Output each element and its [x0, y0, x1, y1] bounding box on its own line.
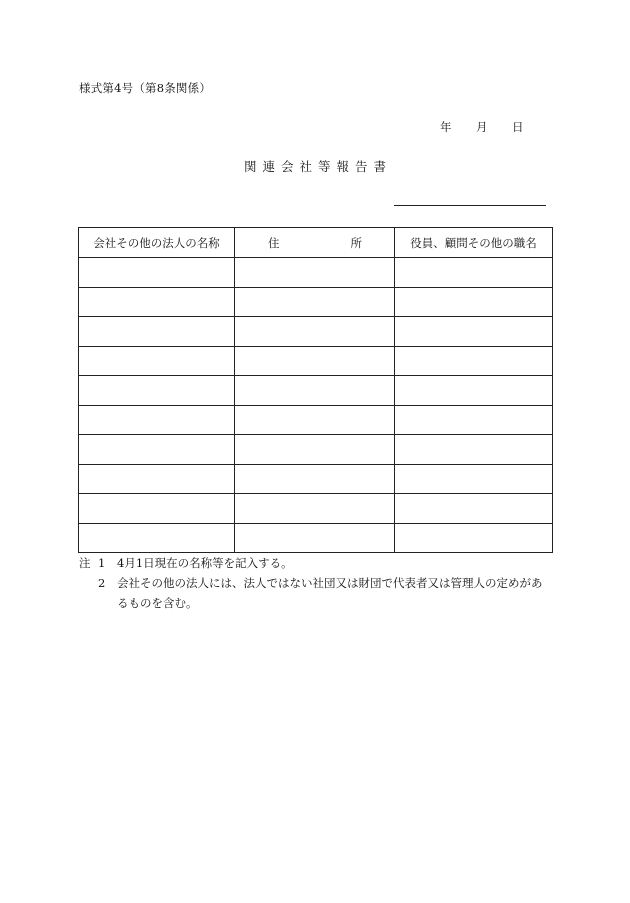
cell-officer-title[interactable] — [395, 258, 553, 288]
cell-company-name[interactable] — [79, 346, 235, 376]
related-companies-table — [78, 227, 553, 553]
signature-line — [394, 205, 546, 206]
header-officer-title: 役員、顧問その他の職名 — [395, 228, 553, 258]
cell-officer-title[interactable] — [395, 376, 553, 406]
note-text-continuation: るものを含む。 — [117, 596, 198, 610]
document-title: 関連会社等報告書 — [243, 159, 392, 174]
cell-officer-title[interactable] — [395, 494, 553, 524]
cell-address[interactable] — [235, 435, 395, 465]
cell-company-name[interactable] — [79, 258, 235, 288]
cell-officer-title[interactable] — [395, 317, 553, 347]
table-row — [79, 464, 553, 494]
cell-address[interactable] — [235, 287, 395, 317]
cell-address[interactable] — [235, 523, 395, 553]
cell-address[interactable] — [235, 405, 395, 435]
cell-address[interactable] — [235, 464, 395, 494]
cell-company-name[interactable] — [79, 405, 235, 435]
cell-company-name[interactable] — [79, 376, 235, 406]
note-item-1 — [79, 553, 559, 573]
header-address — [235, 228, 395, 258]
date-day-label: 日 — [512, 120, 524, 134]
note-number: 2 — [98, 576, 106, 590]
note-text: 4月1日現在の名称等を記入する。 — [117, 556, 293, 570]
note-item-2 — [79, 573, 559, 593]
cell-officer-title[interactable] — [395, 435, 553, 465]
table-row — [79, 405, 553, 435]
cell-address[interactable] — [235, 317, 395, 347]
form-number: 様式第4号（第8条関係） — [79, 81, 212, 95]
cell-address[interactable] — [235, 258, 395, 288]
header-company-name: 会社その他の法人の名称 — [79, 228, 235, 258]
cell-company-name[interactable] — [79, 523, 235, 553]
cell-address[interactable] — [235, 346, 395, 376]
cell-address[interactable] — [235, 494, 395, 524]
header-address-part-2: 所 — [350, 235, 362, 250]
table-row — [79, 258, 553, 288]
cell-company-name[interactable] — [79, 464, 235, 494]
header-address-part-1: 住 — [268, 235, 280, 250]
table-header-row — [79, 228, 553, 258]
cell-address[interactable] — [235, 376, 395, 406]
cell-officer-title[interactable] — [395, 523, 553, 553]
table-row — [79, 523, 553, 553]
notes-section — [79, 553, 559, 613]
table-row — [79, 376, 553, 406]
cell-officer-title[interactable] — [395, 405, 553, 435]
cell-officer-title[interactable] — [395, 287, 553, 317]
notes-label: 注 — [79, 556, 91, 570]
date-year-label: 年 — [440, 120, 452, 134]
cell-company-name[interactable] — [79, 435, 235, 465]
date-month-label: 月 — [476, 120, 488, 134]
cell-company-name[interactable] — [79, 317, 235, 347]
table-row — [79, 494, 553, 524]
cell-officer-title[interactable] — [395, 464, 553, 494]
table-row — [79, 435, 553, 465]
cell-company-name[interactable] — [79, 494, 235, 524]
cell-officer-title[interactable] — [395, 346, 553, 376]
table-row — [79, 317, 553, 347]
note-text: 会社その他の法人には、法人ではない社団又は財団で代表者又は管理人の定めがあ — [117, 576, 543, 590]
cell-company-name[interactable] — [79, 287, 235, 317]
note-number: 1 — [98, 556, 106, 570]
table-row — [79, 287, 553, 317]
date-line — [440, 119, 524, 135]
table-row — [79, 346, 553, 376]
